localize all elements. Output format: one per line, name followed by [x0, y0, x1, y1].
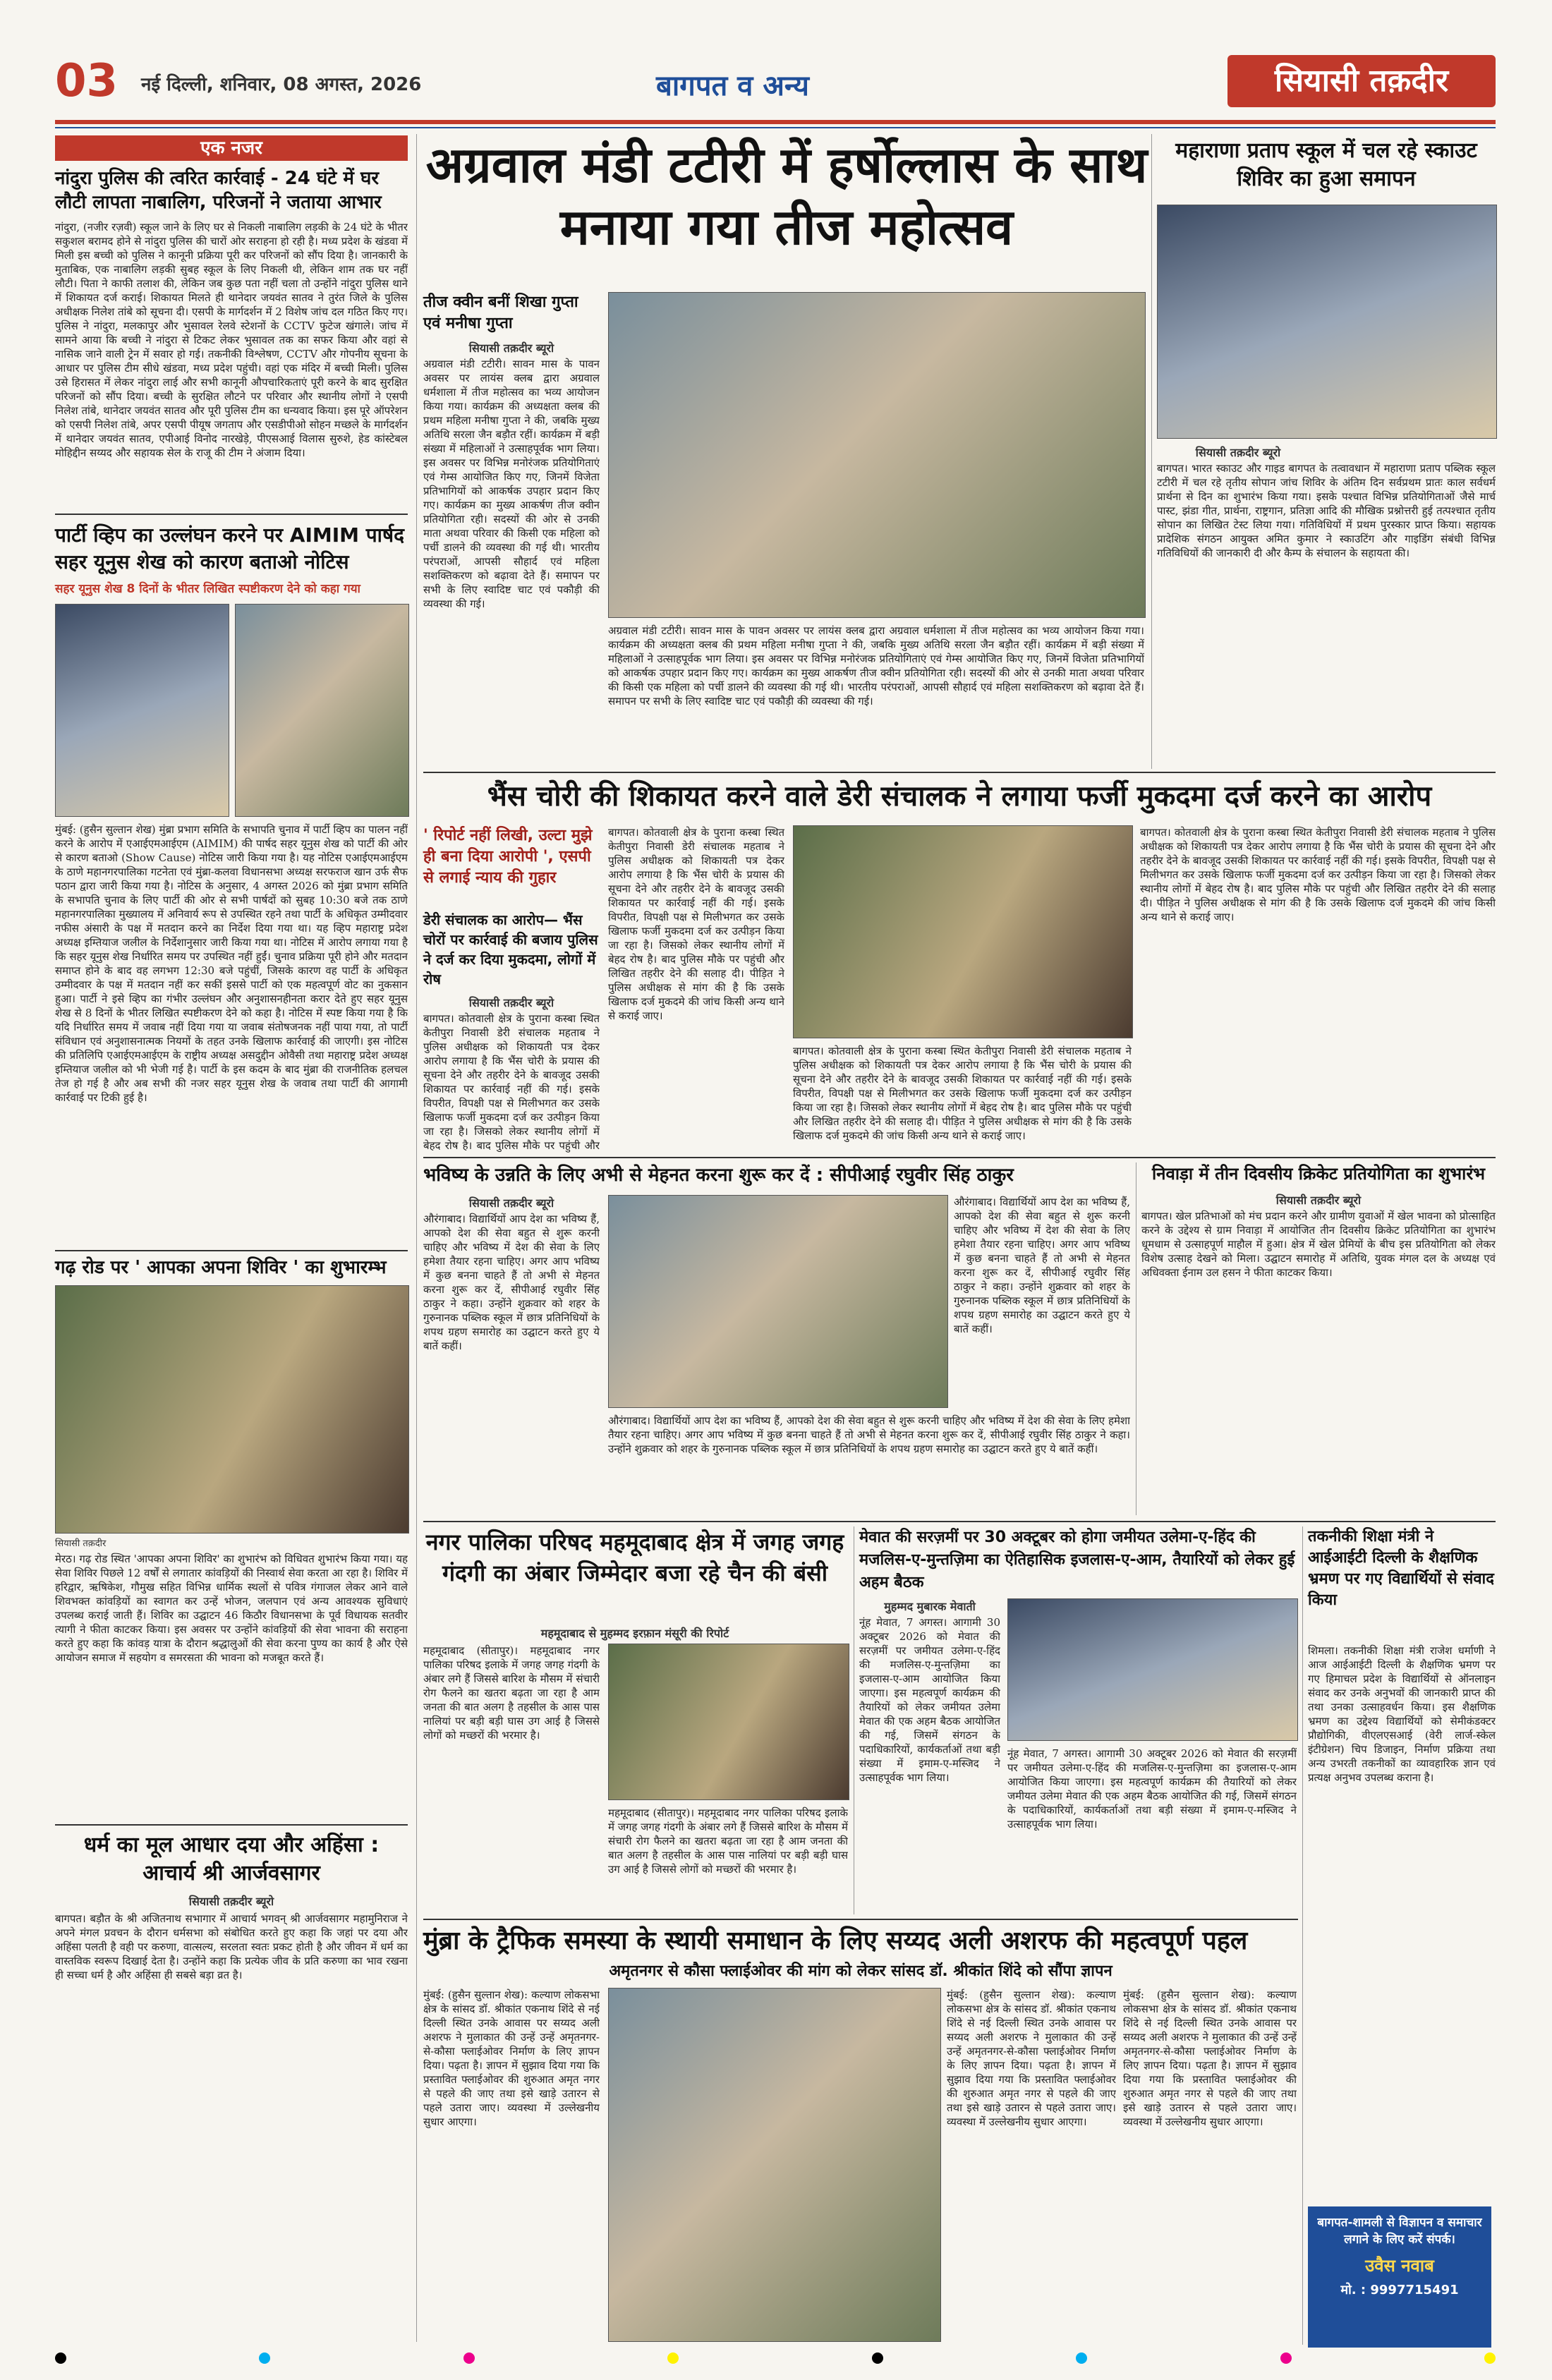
ad-contact-name: उवैस नवाब [1365, 2256, 1434, 2276]
photo-memorandum [608, 1988, 941, 2342]
mumbra-body-col3: मुंबई: (हुसैन सुल्तान शेख): कल्याण लोकसभा क्षेत्र के सांसद डॉ. श्रीकांत एकनाथ शिंदे से नई दिल्ली स्थित उनके आवास पर सय्यद अली अशरफ ने मुलाकात की उन्हें उन्हें अमृतनगर-से-कौसा फ्लाईओवर निर्माण के लिए ज्ञापन दिया। पढ़ता है। ज्ञापन में सुझाव दिया गया कि प्रस्तावित फ्लाईओवर की शुरुआत अमृत नगर से पहले की जाए तथा इसे खाड़े उतारन से पहले उतारा जाए। व्यवस्था में उल्लेखनीय सुधार आएगा। [1123, 1989, 1297, 2128]
registration-dot [667, 2352, 679, 2364]
future-body-col1: औरंगाबाद। विद्यार्थियों आप देश का भविष्य हैं, आपको देश की सेवा बहुत से शुरू करनी चाहिए और भविष्य में देश की सेवा के लिए हमेशा तैयार रहना चाहिए। अगर आप भविष्य में कुछ बनना चाहते हैं तो अभी से मेहनत करना शुरू कर दें, सीपीआई रघुवीर सिंह ठाकुर ने कहा। उन्होंने शुक्रवार को शहर के गुरुनानक पब्लिक स्कूल में छात्र प्रतिनिधियों के शपथ ग्रहण समारोह का उद्घाटन करते हुए ये बातें कहीं। [423, 1213, 600, 1352]
registration-dot [463, 2352, 475, 2364]
masthead: सियासी तक़दीर [1227, 55, 1496, 107]
photo-dairy [793, 825, 1133, 1038]
nandura-body: नांदुरा, (नजीर रज़वी) स्कूल जाने के लिए घर से निकली नाबालिग लड़की के 24 घंटे के भीतर सकुशल बरामद होने से नांदुरा पुलिस की चारों ओर सराहना हो रही है। मध्य प्रदेश के खंडवा में मिली इस बच्ची को पुलिस ने कानूनी प्रक्रिया पूरी कर परिजनों को सौंप दिया है। जानकारी के मुताबिक, एक नाबालिग लड़की सुबह स्कूल के लिए निकली थी, लेकिन शाम तक घर नहीं लौटी। पिता ने काफी तलाश की, लेकिन जब कुछ पता नहीं चला तो उन्होंने नांदुरा पुलिस थाने में शिकायत दर्ज कराई। शिकायत मिलते ही थानेदार जयवंत सातव ने तुरंत जिले के पुलिस अधीक्षक निलेश तांबे को सूचना दी। एसपी के मार्गदर्शन में 2 विशेष जांच दल गठित किए गए। पुलिस ने नांदुरा, मलकापुर और भुसावल रेलवे स्टेशनों के CCTV फुटेज खंगाले। जांच में सामने आया कि बच्ची ने नांदुरा से टिकट लेकर भुसावल तक का सफर किया और वहां से नासिक जाने वाली ट्रेन में सवार हो गई। तकनीकी विश्लेषण, CCTV और गोपनीय सूचना के आधार पर पुलिस टीम सीधे खंडवा, मध्य प्रदेश पहुंची। वहां एक मंदिर में बच्ची मिली। पुलिस उसे हिरासत में लेकर नांदुरा लाई और सभी कानूनी औपचारिकताएं पूरी करने के बाद सुरक्षित परिजनों को सौंप दिया। बच्ची के सुरक्षित लौटने पर परिवार और स्थानीय लोगों ने एसपी निलेश तांबे, थानेदार जयवंत सातव और पूरी पुलिस टीम का धन्यवाद किया। इस पूरे ऑपरेशन को एसपी निलेश तांबे, अपर एसपी पीयूष जगताप और एसडीपीओ सोहन मच्छले के मार्गदर्शन में थानेदार जयवंत सातव, एपीआई विनोद नारखेड़े, पीएसआई विलास सुरुशे, हेड कांस्टेबल मोहिद्दीन सय्यद और सहायक सेल के राजू की टीम ने अंजाम दिया। [55, 221, 408, 459]
photo-meeting [1007, 1598, 1298, 1741]
header-rule [55, 120, 1496, 124]
nandura-headline: नांदुरा पुलिस की त्वरित कार्रवाई - 24 घंटे में घर लौटी लापता नाबालिग, परिजनों ने जताया आभार [55, 168, 382, 213]
future-body-col2: औरंगाबाद। विद्यार्थियों आप देश का भविष्य हैं, आपको देश की सेवा बहुत से शुरू करनी चाहिए और भविष्य में देश की सेवा के लिए हमेशा तैयार रहना चाहिए। अगर आप भविष्य में कुछ बनना चाहते हैं तो अभी से मेहनत करना शुरू कर दें, सीपीआई रघुवीर सिंह ठाकुर ने कहा। उन्होंने शुक्रवार को शहर के गुरुनानक पब्लिक स्कूल में छात्र प्रतिनिधियों के शपथ ग्रहण समारोह का उद्घाटन करते हुए ये बातें कहीं। [608, 1414, 1130, 1455]
mewat-body-col2: नूंह मेवात, 7 अगस्त। आगामी 30 अक्टूबर 2026 को मेवात की सरज़मीं पर जमीयत उलेमा-ए-हिंद की मजलिस-ए-मुन्तज़िमा का इजलास-ए-आम आयोजित किया जाएगा। इस महत्वपूर्ण कार्यक्रम की तैयारियों को लेकर जमीयत उलेमा मेवात की एक अहम बैठक आयोजित की गई, जिसमें संगठन के पदाधिकारियों, कार्यकर्ताओं तथा बड़ी संख्या में इमाम-ए-मस्जिद ने उत्साहपूर्वक भाग लिया। [1007, 1747, 1297, 1830]
photo-garbage [608, 1644, 849, 1800]
teej-headline: अग्रवाल मंडी टटीरी में हर्षोल्लास के साथ मनाया गया तीज महोत्सव [425, 136, 1148, 256]
mewat-byline: मुहम्मद मुबारक मेवाती [884, 1600, 976, 1613]
mumbra-headline: मुंब्रा के ट्रैफिक समस्या के स्थायी समाधान के लिए सय्यद अली अशरफ की महत्वपूर्ण पहल [423, 1926, 1248, 1955]
tech-body: शिमला। तकनीकी शिक्षा मंत्री राजेश धर्माणी ने आज आईआईटी दिल्ली के शैक्षणिक भ्रमण पर गए हिमाचल प्रदेश के विद्यार्थियों से ऑनलाइन संवाद कर उनके अनुभवों की जानकारी प्राप्त की तथा उनका उत्साहवर्धन किया। इस शैक्षणिक भ्रमण का उद्देश्य विद्यार्थियों को सेमीकंडक्टर प्रौद्योगिकी, वीएलएसआई (वेरी लार्ज-स्केल इंटीग्रेशन) चिप डिजाइन, निर्माण प्रक्रिया तथा अन्य उभरती तकनीकों का व्यावहारिक ज्ञान एवं प्रत्यक्ष अनुभव उपलब्ध कराना है। [1308, 1644, 1496, 1784]
mumbra-subheadline: अमृतनगर से कौसा फ्लाईओवर की मांग को लेकर सांसद डॉ. श्रीकांत शिंदे को सौंपा ज्ञापन [609, 1962, 1113, 1980]
teej-body-col2: अग्रवाल मंडी टटीरी। सावन मास के पावन अवसर पर लायंस क्लब द्वारा अग्रवाल धर्मशाला में तीज महोत्सव का भव्य आयोजन किया गया। कार्यक्रम की अध्यक्षता क्लब की प्रथम महिला मनीषा गुप्ता ने की, जबकि मुख्य अतिथि सरला जैन बड़ौत रहीं। कार्यक्रम में बड़ी संख्या में महिलाओं ने उत्साहपूर्वक भाग लिया। इस अवसर पर विभिन्न मनोरंजक प्रतियोगिताएं एवं गेम्स आयोजित किए गए, जिनमें विजेता प्रतिभागियों को आकर्षक उपहार प्रदान किए गए। कार्यक्रम का मुख्य आकर्षण तीज क्वीन प्रतियोगिता रही। सदस्यों की ओर से उनकी माता अथवा परिवार की किसी एक महिला को पर्ची डालने की व्यवस्था की गई थी। भारतीय परंपराओं, आपसी सौहार्द एवं महिला सशक्तिकरण को बढ़ावा देते हैं। समापन पर सभी के लिए स्वादिष्ट चाट एवं पकौड़ी की व्यवस्था की गई। [608, 624, 1144, 708]
divider [55, 1250, 408, 1251]
dairy-body-col3: बागपत। कोतवाली क्षेत्र के पुराना कस्बा स्थित केतीपुरा निवासी डेरी संचालक महताब ने पुलिस अधीक्षक को शिकायती पत्र देकर आरोप लगाया है कि भैंस चोरी के प्रयास की सूचना देने और तहरीर देने के बावजूद उसकी शिकायत पर कार्रवाई नहीं की गई। इसके विपरीत, विपक्षी पक्ष से मिलीभगत कर उसके खिलाफ फर्जी मुकदमा दर्ज कर उत्पीड़न किया जा रहा है। जिसको लेकर स्थानीय लोगों में बेहद रोष है। बाद पुलिस मौके पर पहुंची और लिखित तहरीर देने की सलाह दी। पीड़ित ने पुलिस अधीक्षक से मांग की है कि उसके खिलाफ दर्ज मुकदमे की जांच किसी अन्य थाने से कराई जाए। [793, 1045, 1132, 1142]
registration-marks [55, 2352, 1496, 2365]
photo-woman [235, 604, 409, 817]
photo-shivir [55, 1285, 409, 1534]
nagar-headline: नगर पालिका परिषद महमूदाबाद क्षेत्र में जगह जगह गंदगी का अंबार जिम्मेदार बजा रहे चैन की बंसी [425, 1529, 844, 1586]
divider [423, 1919, 1298, 1920]
dairy-byline: सियासी तक़दीर ब्यूरो [468, 996, 554, 1009]
aimim-body: मुंबई: (हुसैन सुल्तान शेख) मुंब्रा प्रभाग समिति के सभापति चुनाव में पार्टी व्हिप का पालन नहीं करने के आरोप में एआईएमआईएम (AIMIM) की पार्षद सहर यूनुस शेख को पार्टी की ओर से कारण बताओ (Show Cause) नोटिस जारी किया गया है। यह नोटिस एआईएमआईएम के ठाणे महानगरपालिका गटनेता एवं मुंब्रा-कलवा विधानसभा अध्यक्ष सरफराज खान उर्फ सैफ पठान द्वारा जारी किया गया है। नोटिस के अनुसार, 4 अगस्त 2026 को मुंब्रा प्रभाग समिति के सभापति चुनाव के लिए पार्टी की ओर से सभी पार्षदों को सुबह 10:30 बजे तक ठाणे महानगरपालिका मुख्यालय में अनिवार्य रूप से उपस्थित रहने तथा पार्टी के अधिकृत उम्मीदवार नफीस अंसारी के पक्ष में मतदान करने का निर्देश दिया गया था। यह व्हिप महाराष्ट्र प्रदेश अध्यक्ष इम्तियाज जलील के निर्देशानुसार जारी किया गया था। नोटिस में आरोप लगाया गया है कि सहर यूनुस शेख निर्धारित समय पर उपस्थित नहीं हुईं। चुनाव प्रक्रिया पूरी होने और मतदान समाप्त होने के बाद वह लगभग 12:30 बजे पहुंचीं, जिसके कारण वह पार्टी के अधिकृत उम्मीदवार के पक्ष में मतदान नहीं कर सकीं इससे पार्टी को एक महत्वपूर्ण वोट का नुकसान हुआ। पार्टी ने इसे व्हिप का गंभीर उल्लंघन और अनुशासनहीनता करार देते हुए सहर यूनुस शेख से 8 दिनों के भीतर लिखित स्पष्टीकरण देने को कहा है। नोटिस में स्पष्ट किया गया है कि यदि निर्धारित समय में जवाब नहीं दिया गया या जवाब संतोषजनक नहीं पाया गया, तो पार्टी संविधान एवं अनुशासनात्मक नियमों के तहत उनके खिलाफ कार्रवाई की जाएगी। इस नोटिस की प्रतिलिपि एआईएमआईएम के राष्ट्रीय अध्यक्ष असदुद्दीन ओवैसी तथा महाराष्ट्र प्रदेश अध्यक्ष इम्तियाज जलील को भी भेजी गई है। पार्टी के इस कदम के बाद मुंब्रा की राजनीतिक हलचल तेज हो गई है और अब सभी की नजर सहर यूनुस शेख के जवाब तथा पार्टी की आगामी कार्रवाई पर टिकी हुई है। [55, 823, 408, 1104]
dairy-body-col2: बागपत। कोतवाली क्षेत्र के पुराना कस्बा स्थित केतीपुरा निवासी डेरी संचालक महताब ने पुलिस अधीक्षक को शिकायती पत्र देकर आरोप लगाया है कि भैंस चोरी के प्रयास की सूचना देने और तहरीर देने के बावजूद उसकी शिकायत पर कार्रवाई नहीं की गई। इसके विपरीत, विपक्षी पक्ष से मिलीभगत कर उसके खिलाफ फर्जी मुकदमा दर्ज कर उत्पीड़न किया जा रहा है। जिसको लेकर स्थानीय लोगों में बेहद रोष है। बाद पुलिस मौके पर पहुंची और लिखित तहरीर देने की सलाह दी। पीड़ित ने पुलिस अधीक्षक से मांग की है कि उसके खिलाफ दर्ज मुकदमे की जांच किसी अन्य थाने से कराई जाए। [608, 826, 784, 1022]
aimim-headline: पार्टी व्हिप का उल्लंघन करने पर AIMIM पार्षद सहर यूनुस शेख को कारण बताओ नोटिस [55, 523, 404, 573]
divider [55, 1824, 408, 1826]
column-divider [1151, 134, 1152, 769]
mumbra-body-col2: मुंबई: (हुसैन सुल्तान शेख): कल्याण लोकसभा क्षेत्र के सांसद डॉ. श्रीकांत एकनाथ शिंदे से नई दिल्ली स्थित उनके आवास पर सय्यद अली अशरफ ने मुलाकात की उन्हें उन्हें अमृतनगर-से-कौसा फ्लाईओवर निर्माण के लिए ज्ञापन दिया। पढ़ता है। ज्ञापन में सुझाव दिया गया कि प्रस्तावित फ्लाईओवर की शुरुआत अमृत नगर से पहले की जाए तथा इसे खाड़े उतारन से पहले उतारा जाए। व्यवस्था में उल्लेखनीय सुधार आएगा। [947, 1989, 1116, 2128]
maharana-byline: सियासी तक़दीर ब्यूरो [1195, 446, 1281, 459]
ek-nazar-tag: एक नजर [55, 135, 408, 161]
mewat-body-col1: नूंह मेवात, 7 अगस्त। आगामी 30 अक्टूबर 2026 को मेवात की सरज़मीं पर जमीयत उलेमा-ए-हिंद की मजलिस-ए-मुन्तज़िमा का इजलास-ए-आम आयोजित किया जाएगा। इस महत्वपूर्ण कार्यक्रम की तैयारियों को लेकर जमीयत उलेमा मेवात की एक अहम बैठक आयोजित की गई, जिसमें संगठन के पदाधिकारियों, कार्यकर्ताओं तथा बड़ी संख्या में इमाम-ए-मस्जिद ने उत्साहपूर्वक भाग लिया। [859, 1616, 1000, 1784]
ad-phone: मो. : 9997715491 [1340, 2283, 1459, 2297]
dairy-subheadline: डेरी संचालक का आरोप— भैंस चोरों पर कार्रवाई की बजाय पुलिस ने दर्ज कर दिया मुकदमा, लोगों में रोष [423, 911, 598, 988]
dairy-body-col1: बागपत। कोतवाली क्षेत्र के पुराना कस्बा स्थित केतीपुरा निवासी डेरी संचालक महताब ने पुलिस अधीक्षक को शिकायती पत्र देकर आरोप लगाया है कि भैंस चोरी के प्रयास की सूचना देने और तहरीर देने के बावजूद उसकी शिकायत पर कार्रवाई नहीं की गई। इसके विपरीत, विपक्षी पक्ष से मिलीभगत कर उसके खिलाफ फर्जी मुकदमा दर्ज कर उत्पीड़न किया जा रहा है। जिसको लेकर स्थानीय लोगों में बेहद रोष है। बाद पुलिस मौके पर पहुंची और [423, 1012, 600, 1152]
column-divider [416, 134, 417, 2342]
dairy-headline: भैंस चोरी की शिकायत करने वाले डेरी संचालक ने लगाया फर्जी मुकदमा दर्ज करने का आरोप [487, 780, 1432, 813]
registration-dot [872, 2352, 883, 2364]
nagar-body-col2: महमूदाबाद (सीतापुर)। महमूदाबाद नगर पालिका परिषद इलाके में जगह जगह गंदगी के अंबार लगे हैं जिससे बारिश के मौसम में संचारी रोग फैलने का खतरा बढ़ता जा रहा है आम जनता की बात अलग है तहसील के आस पास नालियां पर बड़ी बड़ी घास उग आई है जिससे लोगों को मच्छरों की भरमार है। [608, 1807, 848, 1876]
teej-subheadline: तीज क्वीन बनीं शिखा गुप्ता एवं मनीषा गुप्ता [423, 293, 578, 332]
nagar-byline: महमूदाबाद से मुहम्मद इरफ़ान मंसूरी की रिपोर्ट [540, 1627, 729, 1640]
dairy-quote: ' रिपोर्ट नहीं लिखी, उल्टा मुझे ही बना दिया आरोपी ', एसपी से लगाई न्याय की गुहार [423, 827, 593, 887]
nagar-body-col1: महमूदाबाद (सीतापुर)। महमूदाबाद नगर पालिका परिषद इलाके में जगह जगह गंदगी के अंबार लगे हैं जिससे बारिश के मौसम में संचारी रोग फैलने का खतरा बढ़ता जा रहा है आम जनता की बात अलग है तहसील के आस पास नालियां पर बड़ी बड़ी घास उग आई है जिससे लोगों को मच्छरों की भरमार है। [423, 1644, 600, 1742]
divider [423, 1521, 1496, 1522]
divider [423, 1157, 1496, 1158]
photo-students [608, 1195, 948, 1408]
future-byline: सियासी तक़दीर ब्यूरो [468, 1196, 554, 1210]
divider [423, 772, 1496, 773]
dharma-byline: सियासी तक़दीर ब्यूरो [188, 1895, 274, 1908]
future-headline: भविष्य के उन्नति के लिए अभी से मेहनत करना शुरू कर दें : सीपीआई रघुवीर सिंह ठाकुर [423, 1165, 1014, 1186]
cricket-headline: निवाड़ा में तीन दिवसीय क्रिकेट प्रतियोगिता का शुभारंभ [1151, 1164, 1486, 1184]
cricket-body: बागपत। खेल प्रतिभाओं को मंच प्रदान करने और ग्रामीण युवाओं में खेल भावना को प्रोत्साहित करने के उद्देश्य से ग्राम निवाड़ा में आयोजित तीन दिवसीय क्रिकेट प्रतियोगिता का शुभारंभ धूमधाम से उत्साहपूर्ण माहौल में हुआ। क्षेत्र में खेल प्रेमियों के बीच इस प्रतियोगिता को लेकर विशेष उत्साह देखने को मिला। उद्घाटन समारोह में अतिथि, युवक मंगल दल के अध्यक्ष एवं अधिवक्ता ईनाम उल हसन ने फीता काटकर किया। [1141, 1210, 1496, 1279]
registration-dot [1076, 2352, 1087, 2364]
tech-headline: तकनीकी शिक्षा मंत्री ने आईआईटी दिल्ली के शैक्षणिक भ्रमण पर गए विद्यार्थियों से संवाद किया [1308, 1528, 1494, 1609]
maharana-body: बागपत। भारत स्काउट और गाइड बागपत के तत्वावधान में महाराणा प्रताप पब्लिक स्कूल टटीरी में चल रहे तृतीय सोपान जांच शिविर के अंतिम दिन सर्वप्रथम प्रातः काल सर्वधर्म प्रार्थना से दिन का शुभारंभ किया गया। इसके पश्चात विभिन्न प्रतियोगिताओं जैसे मार्च पास्ट, झंडा गीत, प्रार्थना, राष्ट्रगान, प्रतिज्ञा आदि की मौखिक प्रश्नोत्तरी हुई तत्पश्चात तृतीय सोपान का लिखित टेस्ट लिया गया। गतिविधियों में प्रथम पुरस्कार प्राप्त किया। सहायक प्रादेशिक संगठन आयुक्त अमित कुमार ने स्काउटिंग और गाइडिंग संबंधी विभिन्न गतिविधियों की जानकारी दी और कैम्प के संचालन के सहायता की। [1157, 462, 1496, 559]
dharma-headline: धर्म का मूल आधार दया और अहिंसा : आचार्य श्री आर्जवसागर [83, 1833, 380, 1886]
registration-dot [1484, 2352, 1496, 2364]
ad-box [1308, 2206, 1491, 2348]
mumbra-body-col1: मुंबई: (हुसैन सुल्तान शेख): कल्याण लोकसभा क्षेत्र के सांसद डॉ. श्रीकांत एकनाथ शिंदे से नई दिल्ली स्थित उनके आवास पर सय्यद अली अशरफ ने मुलाकात की उन्हें उन्हें अमृतनगर-से-कौसा फ्लाईओवर निर्माण के लिए ज्ञापन दिया। पढ़ता है। ज्ञापन में सुझाव दिया गया कि प्रस्तावित फ्लाईओवर की शुरुआत अमृत नगर से पहले की जाए तथा इसे खाड़े उतारन से पहले उतारा जाए। व्यवस्था में उल्लेखनीय सुधार आएगा। [423, 1989, 600, 2128]
aimim-subheadline: सहर यूनुस शेख 8 दिनों के भीतर लिखित स्पष्टीकरण देने को कहा गया [55, 582, 360, 596]
registration-dot [55, 2352, 66, 2364]
dharma-body: बागपत। बड़ौत के श्री अजितनाथ सभागार में आचार्य भगवन् श्री आर्जवसागर महामुनिराज ने अपने मंगल प्रवचन के दौरान धर्मसभा को संबोधित करते हुए कहा कि जहां पर दया और अहिंसा पलती है वही पर करुणा, वात्सल्य, सरलता स्वतः प्रकट होती है और जीवन में धर्म का वास्तविक स्वरूप दिखाई देता है। उन्होंने कहा कि प्रत्येक जीव के प्रति करुणा का भाव रखना ही सच्चा धर्म है और अहिंसा ही सबसे बड़ा व्रत है। [55, 1912, 408, 1981]
page-number: 03 [55, 55, 119, 107]
garh-body: मेरठ। गढ़ रोड स्थित 'आपका अपना शिविर' का शुभारंभ को विधिवत शुभारंभ किया गया। यह सेवा शिविर पिछले 12 वर्षों से लगातार कांवड़ियों की निस्वार्थ सेवा करता आ रहा है। शिविर में हरिद्वार, ऋषिकेश, गौमुख सहित विभिन्न धार्मिक स्थलों से पवित्र गंगाजल लेकर आने वाले शिवभक्त कांवड़ियों का स्वागत कर उन्हें भोजन, जलपान एवं अन्य आवश्यक सुविधाएं उपलब्ध कराई जाती हैं। शिविर का उद्घाटन 46 किठौर विधानसभा के पूर्व विधायक सतवीर त्यागी ने फीता काटकर किया। इस अवसर पर उन्होंने कांवड़ियों की सेवा भावना की सराहना करते हुए कहा कि कांवड़ यात्रा के दौरान श्रद्धालुओं की सेवा करना पुण्य का कार्य है और ऐसे आयोजन समाज में सहयोग व समरसता की भावना को मजबूत करते हैं। [55, 1553, 408, 1664]
divider [55, 514, 408, 515]
photo-man [55, 604, 229, 817]
column-divider [1302, 1526, 1303, 2345]
maharana-headline: महाराणा प्रताप स्कूल में चल रहे स्काउट शिविर का हुआ समापन [1175, 138, 1477, 191]
registration-dot [259, 2352, 270, 2364]
registration-dot [1280, 2352, 1292, 2364]
section-title: बागपत व अन्य [656, 70, 809, 102]
dairy-body-col4: बागपत। कोतवाली क्षेत्र के पुराना कस्बा स्थित केतीपुरा निवासी डेरी संचालक महताब ने पुलिस अधीक्षक को शिकायती पत्र देकर आरोप लगाया है कि भैंस चोरी के प्रयास की सूचना देने और तहरीर देने के बावजूद उसकी शिकायत पर कार्रवाई नहीं की गई। इसके विपरीत, विपक्षी पक्ष से मिलीभगत कर उसके खिलाफ फर्जी मुकदमा दर्ज कर उत्पीड़न किया जा रहा है। जिसको लेकर स्थानीय लोगों में बेहद रोष है। बाद पुलिस मौके पर पहुंची और लिखित तहरीर देने की सलाह दी। पीड़ित ने पुलिस अधीक्षक से मांग की है कि उसके खिलाफ दर्ज मुकदमे की जांच किसी अन्य थाने से कराई जाए। [1140, 826, 1496, 923]
mewat-headline: मेवात की सरज़मीं पर 30 अक्टूबर को होगा जमीयत उलेमा-ए-हिंद की मजलिस-ए-मुन्तज़िमा का ऐतिहासिक इजलास-ए-आम, तैयारियों को लेकर हुई अहम बैठक [859, 1529, 1295, 1591]
photo-scout-camp [1157, 205, 1497, 439]
future-body-col3: औरंगाबाद। विद्यार्थियों आप देश का भविष्य हैं, आपको देश की सेवा बहुत से शुरू करनी चाहिए और भविष्य में देश की सेवा के लिए हमेशा तैयार रहना चाहिए। अगर आप भविष्य में कुछ बनना चाहते हैं तो अभी से मेहनत करना शुरू कर दें, सीपीआई रघुवीर सिंह ठाकुर ने कहा। उन्होंने शुक्रवार को शहर के गुरुनानक पब्लिक स्कूल में छात्र प्रतिनिधियों के शपथ ग्रहण समारोह का उद्घाटन करते हुए ये बातें कहीं। [954, 1196, 1130, 1335]
header-rule-secondary [55, 127, 1496, 128]
ad-text: बागपत-शामली से विज्ञापन व समाचार लगाने के लिए करें संपर्क। [1317, 2216, 1482, 2247]
date-line: नई दिल्ली, शनिवार, 08 अगस्त, 2026 [141, 74, 422, 95]
garh-caption: सियासी तक़दीर [55, 1538, 107, 1549]
cricket-byline: सियासी तक़दीर ब्यूरो [1275, 1194, 1362, 1207]
garh-headline: गढ़ रोड पर ' आपका अपना शिविर ' का शुभारम्भ [55, 1257, 387, 1278]
photo-teej-group [608, 292, 1146, 618]
teej-body-col1: अग्रवाल मंडी टटीरी। सावन मास के पावन अवसर पर लायंस क्लब द्वारा अग्रवाल धर्मशाला में तीज महोत्सव का भव्य आयोजन किया गया। कार्यक्रम की अध्यक्षता क्लब की प्रथम महिला मनीषा गुप्ता ने की, जबकि मुख्य अतिथि सरला जैन बड़ौत रहीं। कार्यक्रम में बड़ी संख्या में महिलाओं ने उत्साहपूर्वक भाग लिया। इस अवसर पर विभिन्न मनोरंजक प्रतियोगिताएं एवं गेम्स आयोजित किए गए, जिनमें विजेता प्रतिभागियों को आकर्षक उपहार प्रदान किए गए। कार्यक्रम का मुख्य आकर्षण तीज क्वीन प्रतियोगिता रही। सदस्यों की ओर से उनकी माता अथवा परिवार की किसी एक महिला को पर्ची डालने की व्यवस्था की गई थी। भारतीय परंपराओं, आपसी सौहार्द एवं महिला सशक्तिकरण को बढ़ावा देते हैं। समापन पर सभी के लिए स्वादिष्ट चाट एवं पकौड़ी की व्यवस्था की गई। [423, 358, 600, 610]
teej-byline: सियासी तक़दीर ब्यूरो [468, 341, 554, 355]
